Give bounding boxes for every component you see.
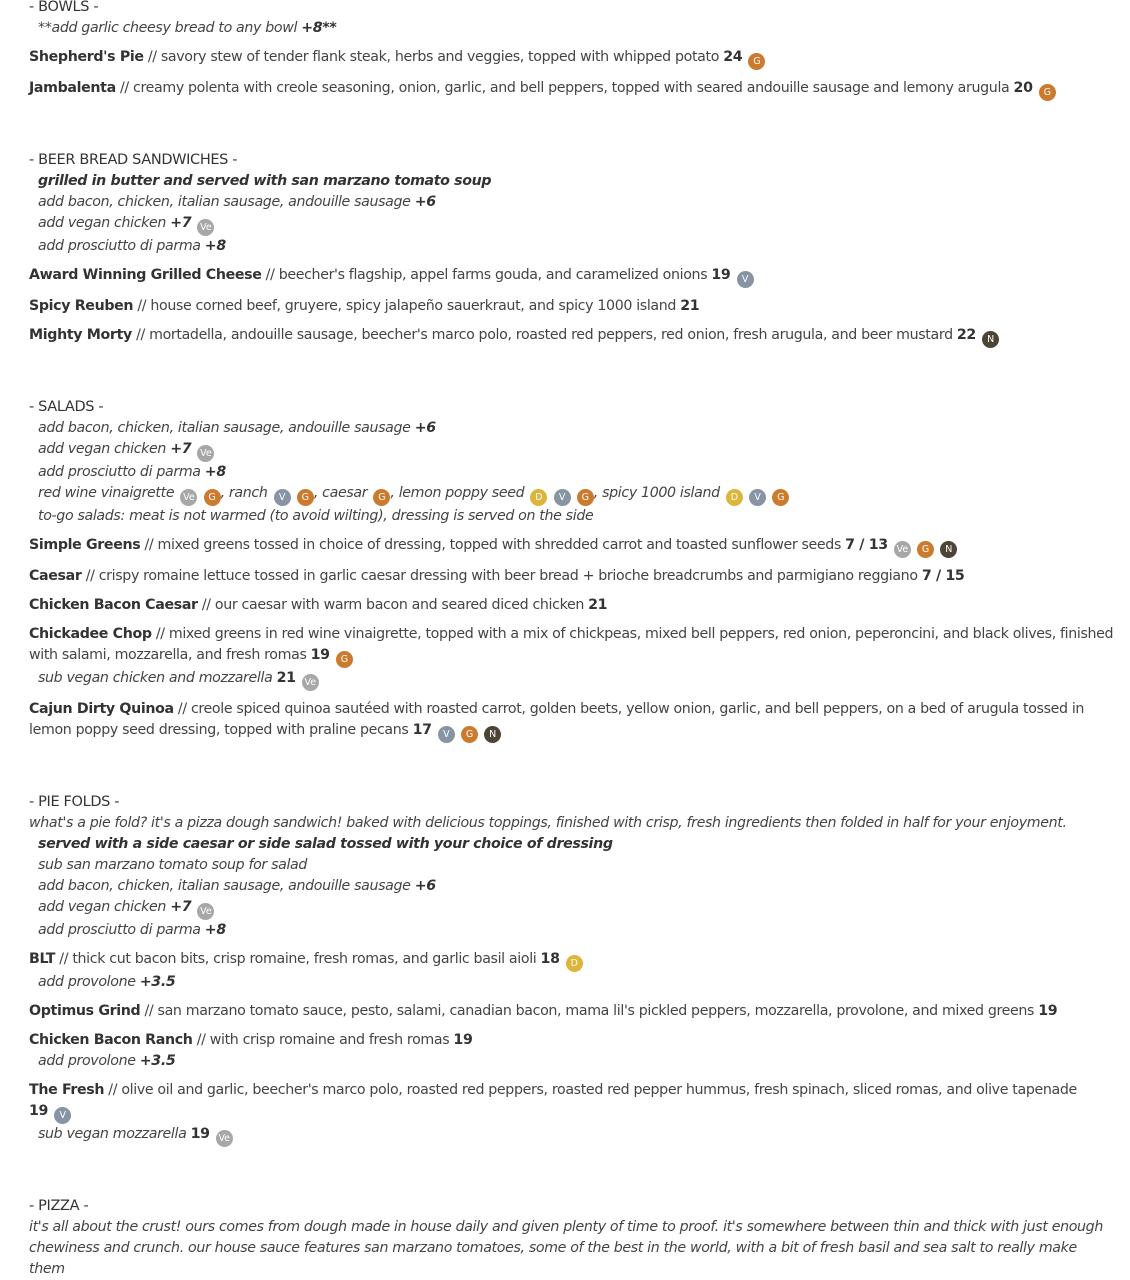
menu-item (29, 296, 1114, 317)
item-separator: // (115, 80, 133, 96)
item-name: Mighty Morty (29, 327, 132, 343)
addon-line (29, 418, 1114, 439)
section-pie-folds (29, 792, 1114, 1147)
addon-line (29, 439, 1114, 462)
item-price: 17 (412, 722, 432, 738)
section-title: - BEER BREAD SANDWICHES - (29, 152, 238, 168)
item-description: with crisp romaine and fresh romas (209, 1032, 454, 1048)
item-separator: // (261, 267, 279, 283)
menu-item-line (29, 624, 1114, 668)
dressing-name: spicy 1000 island (602, 485, 720, 501)
item-separator: // (133, 298, 151, 314)
badge-n-icon: N (484, 726, 501, 743)
sub-price: 19 (190, 1126, 210, 1142)
section-bowls (29, 0, 1114, 101)
addon-line (29, 192, 1114, 213)
item-price-group (541, 951, 583, 967)
item-description: creole spiced quinoa sautéed with roasted carrot, golden beets, yellow onion, garlic, and bell peppers, on a bed of arugula tossed in lemon poppy seed dressing, topped with praline pecans (29, 701, 1085, 738)
menu-item-line (29, 1030, 1114, 1051)
badge-g-icon: G (297, 489, 314, 506)
badge-g-icon: G (336, 651, 353, 668)
item-separator: // (140, 537, 158, 553)
badge-g-icon: G (373, 489, 390, 506)
menu-item-line (29, 566, 1114, 587)
item-price-group (723, 49, 765, 65)
addon-price: +7 (170, 215, 192, 231)
menu-item (29, 699, 1114, 743)
addon-list (29, 192, 1114, 257)
item-sub-option (29, 972, 1114, 993)
item-description: mixed greens tossed in choice of dressing, topped with shredded carrot and toasted sunflower seeds (157, 537, 846, 553)
menu-item (29, 1030, 1114, 1072)
item-separator: // (104, 1082, 122, 1098)
menu-item (29, 1080, 1114, 1147)
sub-text: add provolone (38, 1053, 140, 1069)
addon-list (29, 418, 1114, 483)
item-description: thick cut bacon bits, crisp romaine, fresh romas, and garlic basil aioli (72, 951, 541, 967)
item-price: 19 (711, 267, 731, 283)
addon-price: +6 (414, 194, 436, 210)
item-description: house corned beef, gruyere, spicy jalapeño sauerkraut, and spicy 1000 island (150, 298, 681, 314)
item-sub-option (29, 1124, 1114, 1147)
item-name: Chickadee Chop (29, 626, 152, 642)
menu-item (29, 325, 1114, 348)
item-name: Chicken Bacon Ranch (29, 1032, 193, 1048)
item-description: san marzano tomato sauce, pesto, salami, canadian bacon, mama lil's pickled peppers, mozzarella, provolone, and mixed greens (157, 1003, 1039, 1019)
addon-text: add bacon, chicken, italian sausage, andouille sausage (38, 194, 415, 210)
badge-v-icon: V (749, 489, 766, 506)
item-price-group (29, 1103, 71, 1119)
item-description: olive oil and garlic, beecher's marco polo, roasted red peppers, roasted red pepper hummus, fresh spinach, sliced romas, and olive tapenade (121, 1082, 1077, 1098)
menu-item (29, 78, 1114, 101)
menu-item (29, 535, 1114, 558)
item-separator: // (173, 701, 191, 717)
section-note: **add garlic cheesy bread to any bowl +8** (38, 20, 337, 36)
addon-price: +6 (414, 420, 436, 436)
item-price-group (453, 1032, 472, 1048)
menu-item-line (29, 535, 1114, 558)
menu-item-line (29, 265, 1114, 288)
item-price: 19 (453, 1032, 473, 1048)
section-salads (29, 397, 1114, 743)
item-sub-option (29, 668, 1114, 691)
badge-v-icon: V (54, 1107, 71, 1124)
badge-ve-icon: Ve (180, 489, 197, 506)
togo-note: to-go salads: meat is not warmed (to avoid wilting), dressing is served on the side (38, 508, 594, 524)
menu-item-line (29, 699, 1114, 743)
item-separator: // (55, 951, 73, 967)
badge-ve-icon: Ve (197, 219, 214, 236)
addon-price: +8 (204, 238, 226, 254)
addon-text: add prosciutto di parma (38, 922, 205, 938)
addon-text: add bacon, chicken, italian sausage, andouille sausage (38, 420, 415, 436)
addon-text: add vegan chicken (38, 441, 171, 457)
item-price-group (680, 298, 699, 314)
item-separator: // (143, 49, 161, 65)
item-price-group (311, 647, 353, 663)
menu-item-line (29, 47, 1114, 70)
menu-item (29, 624, 1114, 691)
addon-line (29, 462, 1114, 483)
badge-ve-icon: Ve (894, 541, 911, 558)
section-title: - SALADS - (29, 399, 104, 415)
badge-g-icon: G (1039, 84, 1056, 101)
section-sandwiches (29, 150, 1114, 348)
badge-g-icon: G (748, 53, 765, 70)
badge-ve-icon: Ve (197, 903, 214, 920)
badge-g-icon: G (772, 489, 789, 506)
badge-ve-icon: Ve (216, 1130, 233, 1147)
item-price-group (1014, 80, 1056, 96)
badge-ve-icon: Ve (302, 674, 319, 691)
badge-g-icon: G (204, 489, 221, 506)
item-name: Caesar (29, 568, 82, 584)
item-price-group (588, 597, 607, 613)
item-name: Shepherd's Pie (29, 49, 144, 65)
item-separator: // (81, 568, 99, 584)
item-separator: // (140, 1003, 158, 1019)
item-description: crispy romaine lettuce tossed in garlic caesar dressing with beer bread + brioche breadcrumbs and parmigiano reggiano (98, 568, 922, 584)
item-price: 19 (1038, 1003, 1058, 1019)
item-sub-option (29, 1051, 1114, 1072)
item-name: The Fresh (29, 1082, 105, 1098)
menu-item-line (29, 325, 1114, 348)
menu-item-line (29, 949, 1114, 972)
item-price: 7 / 13 (845, 537, 888, 553)
item-price: 19 (310, 647, 330, 663)
item-price: 18 (540, 951, 560, 967)
addon-line (29, 876, 1114, 897)
menu-items (29, 949, 1114, 1147)
badge-g-icon: G (461, 726, 478, 743)
dressing-name: red wine vinaigrette (38, 485, 175, 501)
menu-item-line (29, 595, 1114, 616)
item-name: BLT (29, 951, 56, 967)
item-name: Simple Greens (29, 537, 141, 553)
addon-price: +7 (170, 899, 192, 915)
addon-text: add prosciutto di parma (38, 238, 205, 254)
sub-price: +3.5 (139, 974, 176, 990)
item-price-group (922, 568, 965, 584)
menu-item (29, 566, 1114, 587)
addon-text: add vegan chicken (38, 215, 171, 231)
item-price-group (845, 537, 957, 553)
item-separator: // (151, 626, 169, 642)
sub-text: sub vegan mozzarella (38, 1126, 191, 1142)
addon-text: add vegan chicken (38, 899, 171, 915)
item-price: 20 (1013, 80, 1033, 96)
dressing-name: ranch (228, 485, 268, 501)
addon-line (29, 897, 1114, 920)
sub-price: +3.5 (139, 1053, 176, 1069)
item-separator: // (197, 597, 215, 613)
menu-item-line (29, 1080, 1114, 1124)
item-name: Optimus Grind (29, 1003, 141, 1019)
addon-text: add bacon, chicken, italian sausage, andouille sausage (38, 878, 415, 894)
item-name: Cajun Dirty Quinoa (29, 701, 174, 717)
item-price: 19 (29, 1103, 49, 1119)
badge-n-icon: N (982, 331, 999, 348)
badge-d-icon: D (530, 489, 547, 506)
section-pizza (29, 1196, 1114, 1280)
addon-line (29, 213, 1114, 236)
item-price: 21 (588, 597, 608, 613)
menu-item-line (29, 1001, 1114, 1022)
section-title: - BOWLS - (29, 0, 99, 15)
addon-text: add prosciutto di parma (38, 464, 205, 480)
addon-list (29, 876, 1114, 941)
item-price: 21 (680, 298, 700, 314)
dressing-list: red wine vinaigrette Ve G , ranch V G , caesar G , lemon poppy seed D V G , spicy 1000 island D V G (29, 483, 1114, 506)
addon-price: +7 (170, 441, 192, 457)
section-intro: it's all about the crust! ours comes from dough made in house daily and given plenty of time to proof. it's somewhere between thin and thick with just enough chewiness and crunch. our house sauce features san marzano tomatoes, some of the best in the world, with a bit of fresh basil and sea salt to really make them (29, 1219, 1103, 1277)
item-description: mixed greens in red wine vinaigrette, topped with a mix of chickpeas, mixed bell peppers, red onion, peperoncini, and black olives, finished with salami, mozzarella, and fresh romas (29, 626, 1114, 663)
badge-v-icon: V (737, 271, 754, 288)
addon-line (29, 920, 1114, 941)
item-price-group (1038, 1003, 1057, 1019)
item-price: 7 / 15 (921, 568, 965, 584)
sub-price: 21 (276, 670, 296, 686)
badge-g-icon: G (917, 541, 934, 558)
menu-items (29, 535, 1114, 743)
item-price: 22 (956, 327, 976, 343)
item-price-group (413, 722, 502, 738)
menu-item (29, 47, 1114, 70)
dressing-name: caesar (322, 485, 368, 501)
item-name: Award Winning Grilled Cheese (29, 267, 262, 283)
badge-v-icon: V (438, 726, 455, 743)
section-note-sub: sub san marzano tomato soup for salad (38, 857, 308, 873)
item-name: Chicken Bacon Caesar (29, 597, 198, 613)
badge-d-icon: D (566, 955, 583, 972)
badge-d-icon: D (726, 489, 743, 506)
section-note: grilled in butter and served with san marzano tomato soup (38, 173, 492, 189)
menu-items (29, 265, 1114, 348)
section-title: - PIZZA - (29, 1198, 89, 1214)
section-note: served with a side caesar or side salad tossed with your choice of dressing (38, 836, 613, 852)
item-separator: // (192, 1032, 210, 1048)
menu-items (29, 47, 1114, 101)
badge-v-icon: V (554, 489, 571, 506)
section-title: - PIE FOLDS - (29, 794, 120, 810)
addon-price: +6 (414, 878, 436, 894)
badge-ve-icon: Ve (197, 445, 214, 462)
item-name: Spicy Reuben (29, 298, 134, 314)
item-description: savory stew of tender flank steak, herbs and veggies, topped with whipped potato (160, 49, 724, 65)
item-name: Jambalenta (29, 80, 116, 96)
menu-item (29, 1001, 1114, 1022)
section-intro: what's a pie fold? it's a pizza dough sandwich! baked with delicious toppings, finished with crisp, fresh ingredients then folded in half for your enjoyment. (29, 815, 1067, 831)
sub-text: add provolone (38, 974, 140, 990)
addon-price: +8 (204, 464, 226, 480)
badge-v-icon: V (274, 489, 291, 506)
item-description: beecher's flagship, appel farms gouda, and caramelized onions (278, 267, 712, 283)
item-price-group (711, 267, 753, 283)
item-description: creamy polenta with creole seasoning, onion, garlic, and bell peppers, topped with seared andouille sausage and lemony arugula (133, 80, 1014, 96)
menu-item-line (29, 78, 1114, 101)
item-price-group (957, 327, 999, 343)
sub-text: sub vegan chicken and mozzarella (38, 670, 277, 686)
item-price: 24 (723, 49, 743, 65)
menu-item (29, 949, 1114, 993)
item-description: mortadella, andouille sausage, beecher's marco polo, roasted red peppers, red onion, fresh arugula, and beer mustard (149, 327, 957, 343)
badge-g-icon: G (577, 489, 594, 506)
menu-item-line (29, 296, 1114, 317)
item-separator: // (131, 327, 150, 343)
addon-line (29, 236, 1114, 257)
dressing-name: lemon poppy seed (398, 485, 525, 501)
menu-item (29, 265, 1114, 288)
menu-item (29, 595, 1114, 616)
badge-n-icon: N (940, 541, 957, 558)
item-description: our caesar with warm bacon and seared diced chicken (214, 597, 589, 613)
addon-price: +8 (204, 922, 226, 938)
